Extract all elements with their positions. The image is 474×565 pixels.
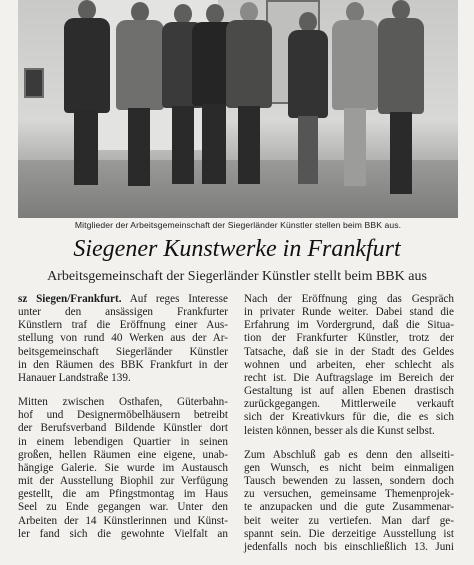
text-line: wohnen und arbeiten, eher schlecht als [244, 358, 454, 371]
text-line: Mitten zwischen Osthafen, Güterbahn- [18, 396, 228, 409]
dateline: sz Siegen/Frankfurt. [18, 293, 122, 305]
person-7 [330, 0, 380, 190]
text-line: in einem lebendigen Quartier in seinen [18, 435, 228, 448]
person-8 [376, 0, 426, 200]
text-line: Tausch bewenden zu lassen, sondern doch [244, 475, 454, 488]
person-5 [224, 0, 274, 188]
subheadline: Arbeitsgemeinschaft der Siegerländer Künstler stellt beim BBK aus [47, 269, 427, 284]
text-line: gen Wunsch, es nicht beim einmaligen [244, 461, 454, 474]
text-line: Erfahrung im Vordergrund, daß die Situa- [244, 319, 454, 332]
text-line: tion der Frankfurter Künstler, trotz der [244, 332, 454, 345]
text-line: hängige Galerie. Sie wurde im Austausch [18, 461, 228, 474]
photo-caption: Mitglieder der Arbeitsgemeinschaft der Siegerländer Künstler stellen beim BBK aus. [74, 220, 402, 230]
text-line: in privater Runde weiter. Dabei stand die [244, 306, 454, 319]
text-line: Gestaltung ist auf allen Ebenen drastisch [244, 385, 454, 398]
person-6 [286, 12, 330, 188]
article-column-left [18, 293, 228, 552]
person-1 [62, 0, 112, 190]
text-line: in den Räumen des BBK Frankfurt in der [18, 358, 228, 371]
text-line: Nach der Eröffnung ging das Gespräch [244, 293, 454, 305]
text-line: beitsgemeinschaft Siegerländer Künstler [18, 345, 228, 358]
text-line: spannt sein. Die derzeitige Ausstellung ist [244, 527, 454, 540]
text-line: der Berufsverband Bildende Künstler dort [18, 422, 228, 435]
headline: Siegener Kunstwerke in Frankfurt [73, 236, 401, 262]
paragraph [18, 396, 228, 541]
text-line: zu versuchen, gemeinsame Themenprojek- [244, 488, 454, 501]
text-line: gestellt, die am Pfingstmontag im Haus [18, 488, 228, 501]
person-2 [114, 0, 166, 190]
text-line: Künstlern traf die Eröffnung einer Aus- [18, 319, 228, 332]
text-line: zurückgegangen. Mittlerweile verkauft [244, 398, 454, 411]
text-line: unter den ansässigen Frankfurter [18, 306, 228, 319]
text-line: Seel zu Ende gegangen war. Unter den [18, 501, 228, 514]
text-line: großen, hellen Räumen eine eigene, unab- [18, 448, 228, 461]
group-photo [18, 0, 458, 218]
text-line: Hanauer Landstraße 139. [18, 371, 131, 384]
text-line: Zum Abschluß gab es denn den allseiti- [244, 448, 454, 461]
text-line: mit der Ausstellung Biophil zur Verfügung [18, 475, 228, 488]
text-line: Arbeiten der 14 Künstlerinnen und Künst- [18, 514, 228, 527]
text-line: jedenfalls noch bis einschließlich 13. Juni [244, 540, 454, 553]
text-line [18, 293, 228, 306]
text-line: stellung von rund 40 Werken aus der Ar- [18, 332, 228, 345]
paragraph [18, 293, 228, 385]
text-line: recht ist. Die Auftragslage im Bereich der [244, 371, 454, 384]
article-column-right [244, 293, 454, 565]
text-line: leisten können, besser als die Kunst selbst. [244, 424, 435, 437]
text-line: hof und Designermöbelhäusern betreibt [18, 409, 228, 422]
text-line: beit weiter zu vertiefen. Man darf ge- [244, 514, 454, 527]
text-line: sich der Kreativkurs für die, die es sich [244, 411, 454, 424]
paragraph [244, 293, 454, 438]
paragraph [244, 449, 454, 554]
text-line: Tatsache, daß sie in der Stadt des Geldes [244, 345, 454, 358]
text-line: te anzupacken und die gute Zusammenar- [244, 501, 454, 514]
text-line: ler fand sich die gewohnte Vielfalt an [18, 527, 228, 540]
text-line: Auf reges Interesse [121, 293, 228, 305]
wall-picture [24, 68, 44, 98]
